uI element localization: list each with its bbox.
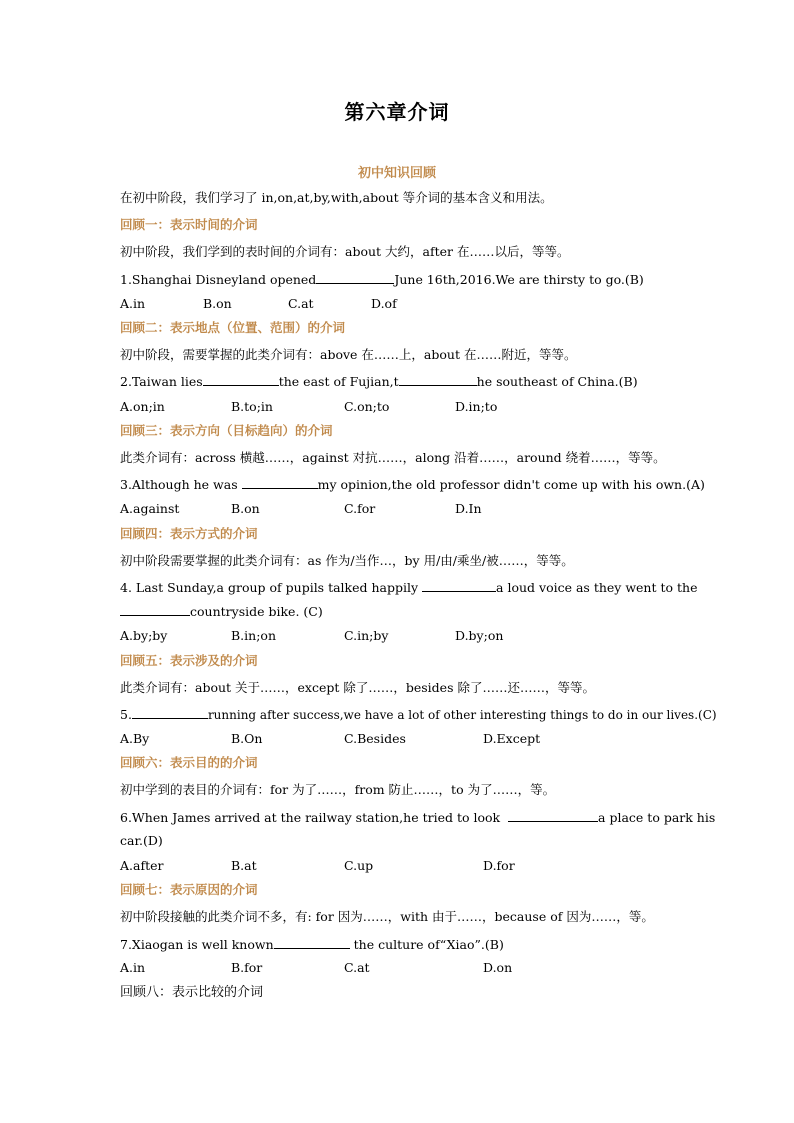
option: A.after xyxy=(120,858,164,873)
option: B.to;in xyxy=(231,399,273,414)
question-text: 6.When James arrived at the railway station,he tried to look xyxy=(120,810,501,825)
option: A.against xyxy=(120,501,180,516)
option: D.on xyxy=(483,960,513,975)
question-text: 7.Xiaogan is well known xyxy=(120,937,274,952)
question-text: the culture of“Xiao”.(B) xyxy=(353,937,504,952)
section-desc-1: 初中阶段，我们学到的表时间的介词有：about 大约，after 在……以后，等等。 xyxy=(120,244,570,259)
answer-blank xyxy=(203,372,279,386)
answer-blank xyxy=(316,270,394,284)
section-desc-6: 初中学到的表目的介词有：for 为了……，from 防止……，to 为了……，等。 xyxy=(120,782,556,797)
option: C.at xyxy=(344,960,370,975)
option: A.by;by xyxy=(120,628,168,643)
question-1 xyxy=(120,270,644,289)
option: C.up xyxy=(344,858,374,873)
answer-blank xyxy=(132,705,208,719)
option: B.for xyxy=(231,960,263,975)
option: A.By xyxy=(120,731,150,746)
question-text: a place to park his xyxy=(598,810,716,825)
answer-blank xyxy=(274,935,350,949)
question-4 xyxy=(120,578,697,597)
question-5 xyxy=(120,705,717,724)
question-text: 1.Shanghai Disneyland opened xyxy=(120,272,317,287)
answer-blank xyxy=(399,372,477,386)
section-heading-4: 回顾四：表示方式的介词 xyxy=(120,526,258,541)
question-text: 5. xyxy=(120,707,132,722)
section-heading-2: 回顾二：表示地点（位置、范围）的介词 xyxy=(120,320,346,335)
question-6 xyxy=(120,808,715,827)
section-desc-4: 初中阶段需要掌握的此类介词有：as 作为/当作…，by 用/由/乘坐/被……，等等。 xyxy=(120,553,574,568)
question-text: running after success,we have a lot of other interesting things to do in our lives.(C) xyxy=(207,708,717,722)
question-text: 2.Taiwan lies xyxy=(120,374,203,389)
question-text: a loud voice as they went to the xyxy=(496,580,698,595)
option: D.of xyxy=(371,296,397,311)
question-3 xyxy=(120,475,705,494)
answer-blank xyxy=(242,475,318,489)
section-heading-8: 回顾八：表示比较的介词 xyxy=(120,985,264,1000)
option: C.at xyxy=(288,296,314,311)
option: C.Besides xyxy=(344,731,406,746)
question-4-cont xyxy=(120,602,323,621)
option: D.Except xyxy=(483,731,541,746)
question-text: 4. Last Sunday,a group of pupils talked happily xyxy=(120,580,419,595)
question-text: the east of Fujian,t xyxy=(278,374,399,389)
section-desc-5: 此类介词有：about 关于……，except 除了……，besides 除了……还……，等等。 xyxy=(120,680,595,695)
question-text: June 16th,2016.We are thirsty to go.(B) xyxy=(394,272,644,287)
question-text: countryside bike. (C) xyxy=(190,604,323,619)
option: B.on xyxy=(203,296,232,311)
option: B.on xyxy=(231,501,260,516)
section-heading-1: 回顾一：表示时间的介词 xyxy=(120,217,258,232)
page-title: 第六章介词 xyxy=(344,100,450,124)
option: B.On xyxy=(231,731,263,746)
option: A.in xyxy=(120,296,146,311)
section-desc-3: 此类介词有：across 横越……，against 对抗……，along 沿着……，around 绕着……，等等。 xyxy=(120,450,666,465)
option: A.in xyxy=(120,960,146,975)
option: B.at xyxy=(231,858,257,873)
question-2 xyxy=(120,372,638,391)
option: D.for xyxy=(483,858,515,873)
question-text: my opinion,the old professor didn't come up with his own.(A) xyxy=(317,477,705,492)
question-text: 3.Although he was xyxy=(120,477,238,492)
section-desc-7: 初中阶段接触的此类介词不多，有: for 因为……，with 由于……，because of 因为……，等。 xyxy=(120,909,654,924)
question-6-cont: car.(D) xyxy=(120,833,163,848)
section-heading-6: 回顾六：表示目的的介词 xyxy=(120,755,258,770)
answer-blank xyxy=(508,808,598,822)
option: C.in;by xyxy=(344,628,389,643)
option: D.in;to xyxy=(455,399,498,414)
option: D.by;on xyxy=(455,628,504,643)
option: D.In xyxy=(455,501,482,516)
section-heading-3: 回顾三：表示方向（目标趋向）的介词 xyxy=(120,423,333,438)
section-heading-7: 回顾七：表示原因的介词 xyxy=(120,882,258,897)
section-heading-5: 回顾五：表示涉及的介词 xyxy=(120,653,258,668)
option: B.in;on xyxy=(231,628,276,643)
option: A.on;in xyxy=(120,399,165,414)
answer-blank xyxy=(422,578,496,592)
question-text: he southeast of China.(B) xyxy=(476,374,638,389)
option: C.for xyxy=(344,501,376,516)
section-desc-2: 初中阶段，需要掌握的此类介词有：above 在……上，about 在……附近，等等。 xyxy=(120,347,577,362)
question-7 xyxy=(120,935,504,954)
option: C.on;to xyxy=(344,399,390,414)
section-subtitle: 初中知识回顾 xyxy=(357,166,436,181)
answer-blank xyxy=(120,602,190,616)
intro-text: 在初中阶段，我们学习了 in,on,at,by,with,about 等介词的基本含义和用法。 xyxy=(120,190,553,205)
